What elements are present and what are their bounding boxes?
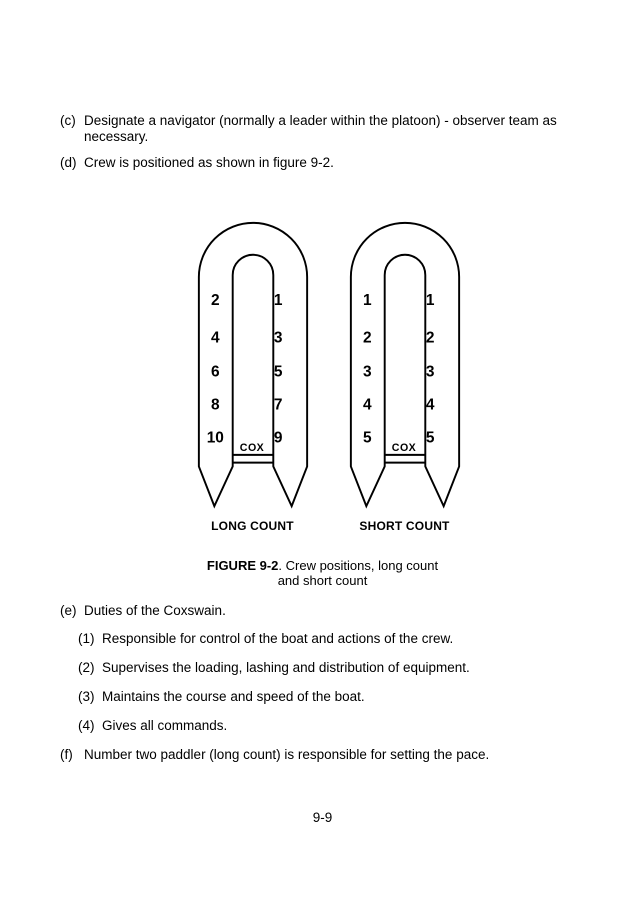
list-item — [78, 660, 585, 676]
page-number: 9-9 — [312, 810, 333, 825]
seat-number: 2 — [425, 329, 434, 347]
boat-long-count-caption: LONG COUNT — [211, 519, 294, 533]
list-item-label: (1) — [78, 631, 95, 646]
paragraph-f-text: Number two paddler (long count) is responsible for setting the pace. — [84, 747, 490, 762]
seat-number: 5 — [425, 429, 434, 447]
paragraph-d-label: (d) — [60, 155, 77, 170]
coxswain-duties-list — [78, 631, 585, 734]
list-item-text: Gives all commands. — [102, 718, 228, 733]
paragraph-c — [60, 113, 585, 145]
paragraph-e — [60, 603, 585, 619]
list-item — [78, 718, 585, 734]
seat-number: 3 — [273, 329, 282, 347]
list-item — [78, 631, 585, 647]
paragraph-e-label: (e) — [60, 603, 77, 618]
figure-caption-line2: and short count — [277, 573, 368, 588]
seat-number: 6 — [210, 363, 220, 381]
paragraph-d — [60, 155, 585, 171]
boat-short-count-caption: SHORT COUNT — [359, 519, 450, 533]
list-item — [78, 689, 585, 705]
figure-caption-text: . Crew positions, long count — [278, 558, 439, 573]
paragraph-c-text: Designate a navigator (normally a leader within the platoon) - observer team as necessary. — [84, 113, 557, 144]
seat-number: 3 — [362, 363, 372, 381]
boat-short-count — [347, 219, 463, 534]
figure-9-2 — [60, 219, 585, 588]
cox-label: COX — [391, 442, 416, 454]
paragraph-e-text: Duties of the Coxswain. — [84, 603, 226, 618]
paragraph-d-text: Crew is positioned as shown in figure 9-2. — [84, 155, 334, 170]
seat-number: 2 — [210, 292, 220, 310]
seat-number: 1 — [273, 292, 282, 310]
figure-caption — [60, 558, 585, 588]
seat-number: 1 — [425, 292, 434, 310]
figure-caption-number: FIGURE 9-2 — [206, 558, 279, 573]
seat-number: 4 — [425, 396, 434, 414]
list-item-text: Supervises the loading, lashing and distribution of equipment. — [102, 660, 470, 675]
cox-label: COX — [239, 442, 264, 454]
list-item-text: Maintains the course and speed of the boat. — [102, 689, 365, 704]
boat-diagrams — [72, 219, 585, 534]
seat-number: 7 — [273, 396, 282, 414]
seat-number: 8 — [210, 396, 220, 414]
paragraph-c-label: (c) — [60, 113, 76, 128]
seat-number: 4 — [210, 329, 220, 347]
seat-number: 1 — [362, 292, 372, 310]
list-item-label: (2) — [78, 660, 95, 675]
paragraph-f-label: (f) — [60, 747, 73, 762]
list-item-label: (3) — [78, 689, 95, 704]
seat-number: 5 — [362, 429, 372, 447]
boat-long-count-drawing — [195, 219, 311, 509]
seat-number: 2 — [362, 329, 372, 347]
seat-number: 9 — [273, 429, 282, 447]
figure-caption-line1 — [60, 558, 585, 573]
boat-short-count-drawing — [347, 219, 463, 509]
seat-number: 10 — [206, 429, 224, 447]
boat-long-count — [195, 219, 311, 534]
paragraph-f — [60, 747, 585, 763]
seat-number: 4 — [362, 396, 372, 414]
seat-number: 5 — [273, 363, 282, 381]
list-item-text: Responsible for control of the boat and actions of the crew. — [102, 631, 454, 646]
list-item-label: (4) — [78, 718, 95, 733]
seat-number: 3 — [425, 363, 434, 381]
